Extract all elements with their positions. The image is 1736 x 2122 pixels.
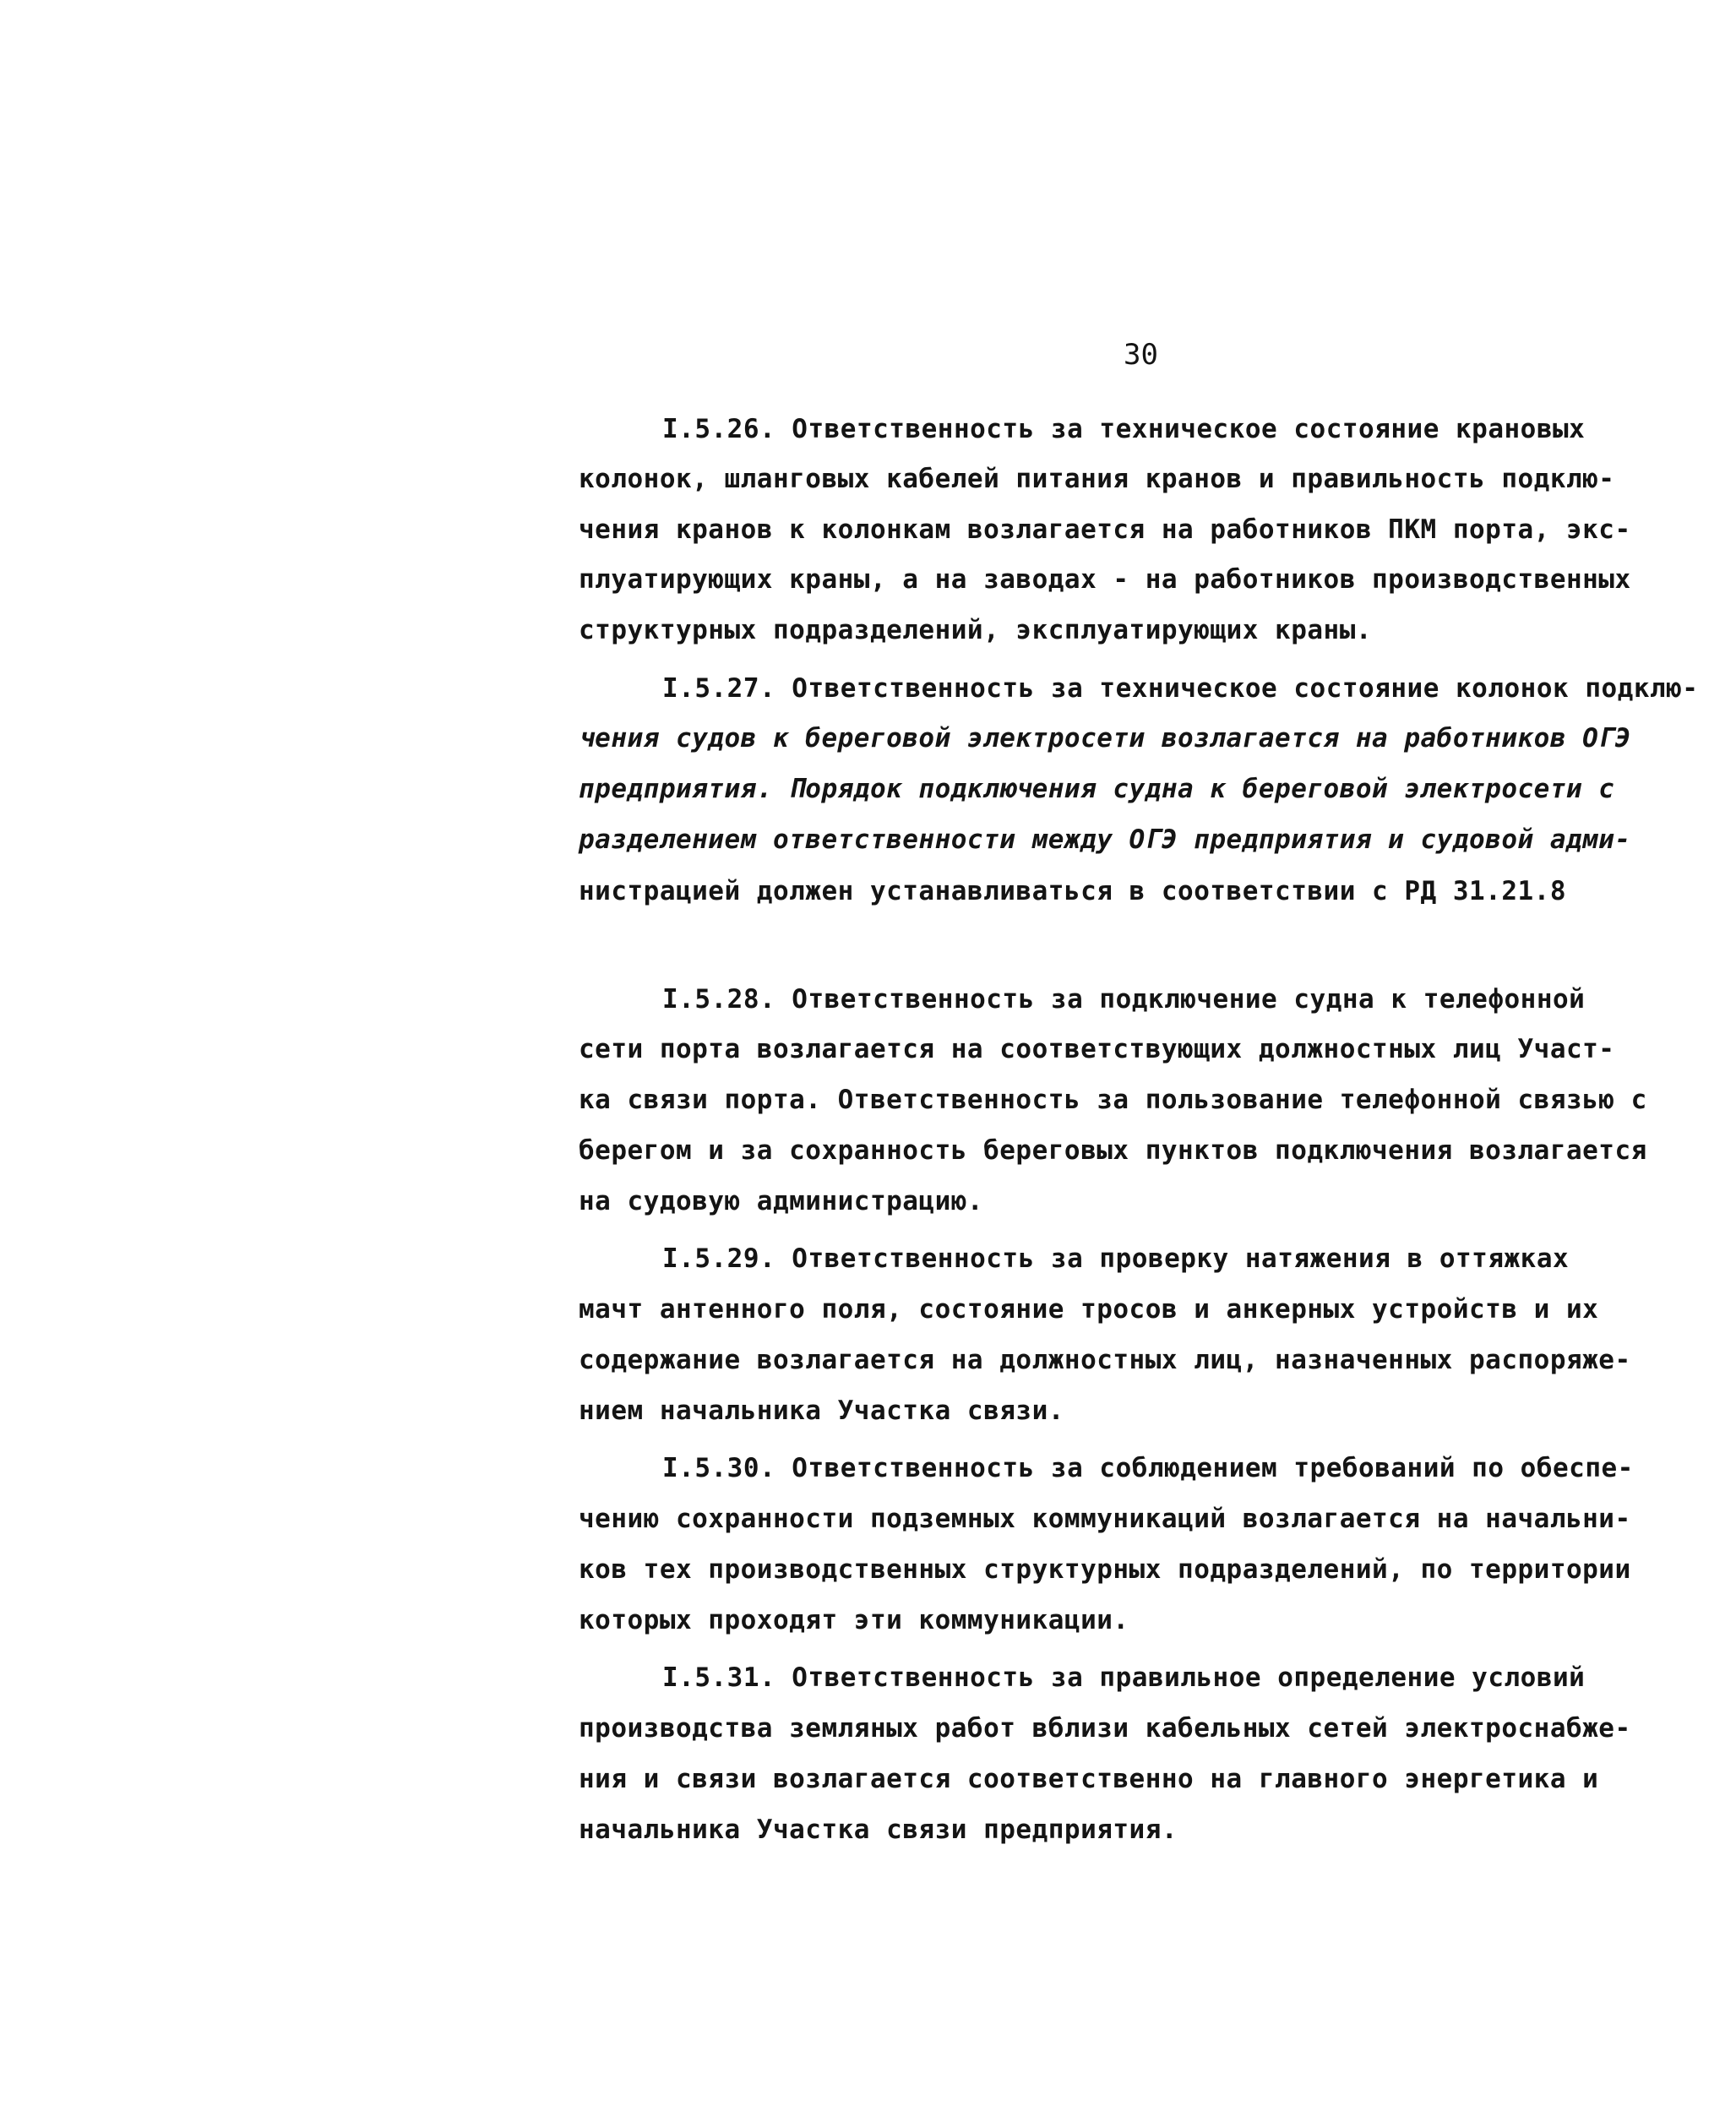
paragraph-1-5-29-line-3: содержание возлагается на должностных лиц, назначенных распоряже- bbox=[579, 1345, 1631, 1375]
paragraph-1-5-26-line-3: чения кранов к колонкам возлагается на работников ПКМ порта, экс- bbox=[579, 514, 1631, 545]
paragraph-1-5-27-line-4: разделением ответственности между ОГЭ предприятия и судовой адми- bbox=[579, 824, 1631, 855]
paragraph-1-5-31-line-1: I.5.31. Ответственность за правильное определение условий bbox=[662, 1662, 1586, 1693]
paragraph-1-5-31-line-2: производства земляных работ вблизи кабельных сетей электроснабже- bbox=[579, 1713, 1631, 1744]
paragraph-1-5-29-line-4: нием начальника Участка связи. bbox=[579, 1396, 1064, 1426]
paragraph-1-5-31-line-3: ния и связи возлагается соответственно на главного энергетика и bbox=[579, 1764, 1599, 1794]
paragraph-1-5-26-line-1: I.5.26. Ответственность за техническое состояние крановых bbox=[662, 414, 1586, 444]
paragraph-1-5-28-line-1: I.5.28. Ответственность за подключение судна к телефонной bbox=[662, 984, 1586, 1015]
paragraph-1-5-28-line-4: берегом и за сохранность береговых пунктов подключения возлагается bbox=[579, 1135, 1647, 1166]
paragraph-1-5-30-line-1: I.5.30. Ответственность за соблюдением требований по обеспе- bbox=[662, 1453, 1634, 1483]
paragraph-1-5-30-line-4: которых проходят эти коммуникации. bbox=[579, 1605, 1129, 1635]
paragraph-1-5-29-line-2: мачт антенного поля, состояние тросов и анкерных устройств и их bbox=[579, 1294, 1599, 1325]
paragraph-1-5-27-line-5: нистрацией должен устанавливаться в соответствии с РД 31.21.8 bbox=[579, 876, 1566, 906]
paragraph-1-5-29-line-1: I.5.29. Ответственность за проверку натяжения в оттяжках bbox=[662, 1243, 1570, 1274]
paragraph-1-5-26-line-2: колонок, шланговых кабелей питания кранов и правильность подклю- bbox=[579, 464, 1615, 494]
paragraph-1-5-26-line-5: структурных подразделений, эксплуатирующих краны. bbox=[579, 615, 1373, 645]
paragraph-1-5-31-line-4: начальника Участка связи предприятия. bbox=[579, 1815, 1178, 1845]
paragraph-1-5-27-line-2: чения судов к береговой электросети возлагается на работников ОГЭ bbox=[579, 723, 1631, 754]
paragraph-1-5-26-line-4: плуатирующих краны, а на заводах - на работников производственных bbox=[579, 564, 1631, 595]
paragraph-1-5-30-line-3: ков тех производственных структурных подразделений, по территории bbox=[579, 1554, 1631, 1585]
page-number: 30 bbox=[1124, 338, 1158, 372]
paragraph-1-5-27-line-1: I.5.27. Ответственность за техническое состояние колонок подклю- bbox=[662, 673, 1699, 704]
paragraph-1-5-27-line-3: предприятия. Порядок подключения судна к береговой электросети с bbox=[579, 774, 1615, 804]
paragraph-1-5-28-line-5: на судовую администрацию. bbox=[579, 1186, 984, 1216]
paragraph-1-5-30-line-2: чению сохранности подземных коммуникаций возлагается на начальни- bbox=[579, 1504, 1631, 1534]
paragraph-1-5-28-line-3: ка связи порта. Ответственность за пользование телефонной связью с bbox=[579, 1085, 1647, 1115]
paragraph-1-5-28-line-2: сети порта возлагается на соответствующих должностных лиц Участ- bbox=[579, 1034, 1615, 1064]
